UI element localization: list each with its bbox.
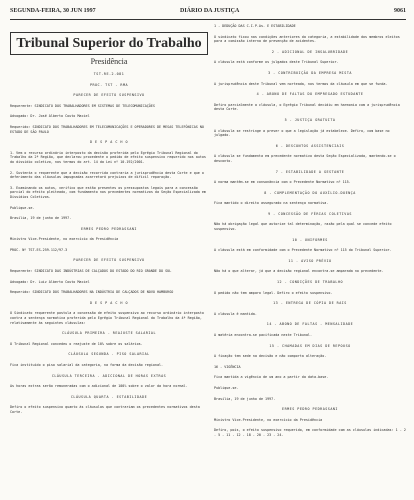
right-column — [214, 24, 406, 494]
text-paragraph: Não há obrigação legal que autorize tal determinação, razão pela qual se concede efeito suspensivo. — [214, 222, 394, 232]
text-paragraph: Ministro Vice-Presidente, no exercício da Presidência — [10, 237, 119, 242]
text-paragraph: A norma mantém-se em consonância com o Precedente Normativo nº 115. — [214, 180, 351, 185]
text-paragraph: D E S P A C H O — [89, 140, 129, 145]
text-paragraph: TST-RE-2.081 — [93, 72, 125, 76]
text-paragraph: PARECER DE EFEITO SUSPENSIVO — [73, 93, 145, 98]
text-paragraph: 8 - COMPLEMENTAÇÃO DO AUXÍLIO-DOENÇA — [264, 190, 356, 195]
text-paragraph: CLÁUSULA TERCEIRA - ADICIONAL DE HORAS EXTRAS — [51, 373, 167, 378]
text-paragraph: Não há o que alterar, já que a decisão regional encontra-se amparada no precedente. — [214, 269, 384, 274]
right-column-text — [214, 24, 406, 444]
header-page-number: 9061 — [394, 8, 406, 14]
text-paragraph: Brasília, 19 de junho de 1997. — [10, 216, 72, 221]
text-paragraph: 4 - ABONO DE FALTAS DO EMPREGADO ESTUDANTE — [256, 92, 364, 97]
text-paragraph: 1 - DEDUÇÃO DAS C.I.P.As. E ESTABILIDADE — [214, 24, 296, 28]
text-paragraph: A cláusula é mantida. — [214, 311, 257, 316]
header-date: SEGUNDA-FEIRA, 30 JUN 1997 — [10, 8, 96, 14]
text-paragraph: Requerido: SINDICATO DOS TRABALHADORES EM TELECOMUNICAÇÕES E OPERADORES DE MESAS TELEFÔNICAS NO ESTADO DE SÃO PAULO — [10, 124, 206, 134]
text-paragraph: ERMES PEDRO PEDRASSANI — [81, 226, 137, 231]
paragraph-gap — [214, 438, 406, 444]
text-paragraph: Requerente: SINDICATO DAS INDÚSTRIAS DE CALÇADOS DO ESTADO DO RIO GRANDE DO SUL — [10, 269, 172, 274]
text-paragraph: Advogado: Dr. Luiz Alberto Couto Maciel — [10, 279, 90, 284]
text-paragraph: 2. Sustenta o requerente que a decisão recorrida contraria a jurisprudência desta Corte e que o deferimento das cláusulas impugnadas acarretará prejuízos de difícil reparação. — [10, 170, 206, 180]
text-paragraph: A matéria encontra-se pacificada neste Tribunal. — [214, 333, 312, 337]
text-paragraph: D E S P A C H O — [89, 300, 129, 305]
text-paragraph: 16 - VIGÊNCIA — [214, 364, 241, 369]
text-paragraph: A jurisprudência deste Tribunal vem norteada, nos termos da cláusula em que se funda. — [214, 81, 388, 86]
text-paragraph: O sindicato fixou nas condições anteriores da categoria, a estabilidade dos membros eleitos para a comissão interna de prevenção de acidentes. — [214, 34, 402, 44]
text-paragraph: PROC. Nº TST-ES-259.112/97.3 — [10, 247, 68, 252]
text-paragraph: 9 - CONCESSÃO DE FÉRIAS COLETIVAS — [268, 211, 352, 216]
text-paragraph: 15 - CHAMADAS EM DIAS DE REPOUSO — [269, 343, 351, 348]
text-paragraph: ERMES PEDRO PEDRASSANI — [282, 407, 338, 412]
text-paragraph: 1. Vem o recurso ordinário interposto da decisão proferida pelo Egrégio Tribunal Regional do Trabalho da 2ª Região, que declarou procedente o pedido de efeito suspensivo requerido nos autos do dissídio coletivo, nos termos do art. 14 da Lei nº 10.192/2001. — [10, 150, 209, 164]
text-paragraph: O Sindicato requerente postula a concessão de efeito suspensivo ao recurso ordinário interposto contra a sentença normativa proferida pelo Egrégio Tribunal Regional do Trabalho da 4ª Região, relativamente às seguintes cláusulas: — [10, 311, 206, 325]
text-paragraph: Publique-se. — [214, 385, 239, 390]
text-paragraph: 14 - ABONO DE FALTAS - MENSALIDADE — [266, 322, 354, 327]
text-paragraph: Defiro parcialmente a cláusula, o Egrégio Tribunal decidiu em harmonia com a jurisprudência desta Corte. — [214, 102, 402, 112]
text-paragraph: Defiro o efeito suspensivo quanto às cláusulas que contrariam os precedentes normativos desta Corte. — [10, 405, 202, 414]
text-paragraph: 3. Examinando os autos, verifico que estão presentes os pressupostos legais para a concessão parcial do efeito pleiteado, com fundamento nos precedentes normativos da Seção Especializada em Dissídios Coletivos. — [10, 185, 209, 199]
text-paragraph: As horas extras serão remuneradas com o adicional de 100% sobre o valor da hora normal. — [10, 384, 188, 389]
text-paragraph: 10 - UNIFORMES — [292, 237, 328, 242]
text-paragraph: Fica instituído o piso salarial da categoria, na forma da decisão regional. — [10, 363, 164, 367]
text-paragraph: CLÁUSULA SEGUNDA - PISO SALARIAL — [68, 352, 150, 357]
text-paragraph: PARECER DE EFEITO SUSPENSIVO — [73, 258, 145, 263]
text-paragraph: A cláusula está em conformidade com o Precedente Normativo nº 115 do Tribunal Superior. — [214, 248, 392, 253]
text-paragraph: Fica mantido o direito assegurado na sentença normativa. — [214, 201, 329, 206]
text-paragraph: CLÁUSULA PRIMEIRA - REAJUSTE SALARIAL — [61, 331, 157, 336]
text-paragraph: 12 - CONDIÇÕES DE TRABALHO — [276, 280, 344, 285]
section-subtitle: Presidência — [90, 57, 128, 66]
text-paragraph: A cláusula se restringe a prever o que a legislação já estabelece. Defiro, com base no julgado. — [214, 128, 392, 138]
text-paragraph: CLÁUSULA QUARTA - ESTABILIDADE — [70, 394, 148, 399]
text-paragraph: Ministro Vice-Presidente, no exercício da Presidência — [214, 417, 323, 422]
text-paragraph: O pedido não tem amparo legal. Defiro o efeito suspensivo. — [214, 290, 333, 295]
text-paragraph: Advogado: Dr. José Alberto Couto Maciel — [10, 114, 90, 119]
left-column — [10, 24, 208, 494]
text-paragraph: 13 - ENTREGA DE CÓPIA DE RAIS — [273, 301, 347, 306]
text-paragraph: Fica mantida a vigência de um ano a partir da data-base. — [214, 375, 329, 380]
text-paragraph: 7 - ESTABILIDADE A GESTANTE — [275, 169, 345, 174]
text-paragraph: Brasília, 19 de junho de 1997. — [214, 396, 276, 401]
text-paragraph: Requerente: SINDICATO DOS TRABALHADORES EM SISTEMAS DE TELECOMUNICAÇÕES — [10, 103, 155, 108]
text-paragraph: 11 - AVISO PRÉVIO — [288, 258, 332, 263]
text-paragraph: Requerido: SINDICATO DOS TRABALHADORES NA INDÚSTRIA DE CALÇADOS DE NOVO HAMBURGO — [10, 290, 174, 295]
text-paragraph: 2 - ADICIONAL DE INSALUBRIDADE — [271, 49, 349, 54]
text-paragraph: 6 - DESCONTOS ASSISTENCIAIS — [275, 143, 345, 148]
text-paragraph: 5 - JUSTIÇA GRATUITA — [284, 117, 336, 122]
text-paragraph: Defiro, pois, o efeito suspensivo requerido, em conformidade com as cláusulas indicadas: 1 - 2 - 5 - 11 - 12 - 18 - 20 - 23 - 24. — [214, 428, 408, 437]
text-paragraph: A cláusula se fundamenta em precedente normativo desta Seção Especializada, mantendo-se o desconto. — [214, 154, 398, 163]
paragraph-gap — [10, 415, 208, 421]
text-paragraph: Publique-se. — [10, 205, 35, 210]
section-masthead — [10, 32, 208, 55]
section-title: Tribunal Superior do Trabalho — [16, 36, 202, 51]
left-column-text — [10, 72, 208, 421]
header-journal: DIÁRIO DA JUSTIÇA — [180, 8, 240, 14]
text-paragraph: A cláusula está conforme os julgados deste Tribunal Superior. — [214, 60, 339, 65]
text-paragraph: A fixação tem sede na decisão e não comporta alteração. — [214, 354, 327, 359]
header-rule — [10, 19, 406, 20]
text-paragraph: O Tribunal Regional concedeu o reajuste de 10% sobre os salários. — [10, 341, 143, 346]
text-paragraph: PROC. TST - RMA — [89, 82, 129, 87]
text-paragraph: 3 - CONTRIBUIÇÃO DA EMPRESA MISTA — [268, 70, 352, 75]
